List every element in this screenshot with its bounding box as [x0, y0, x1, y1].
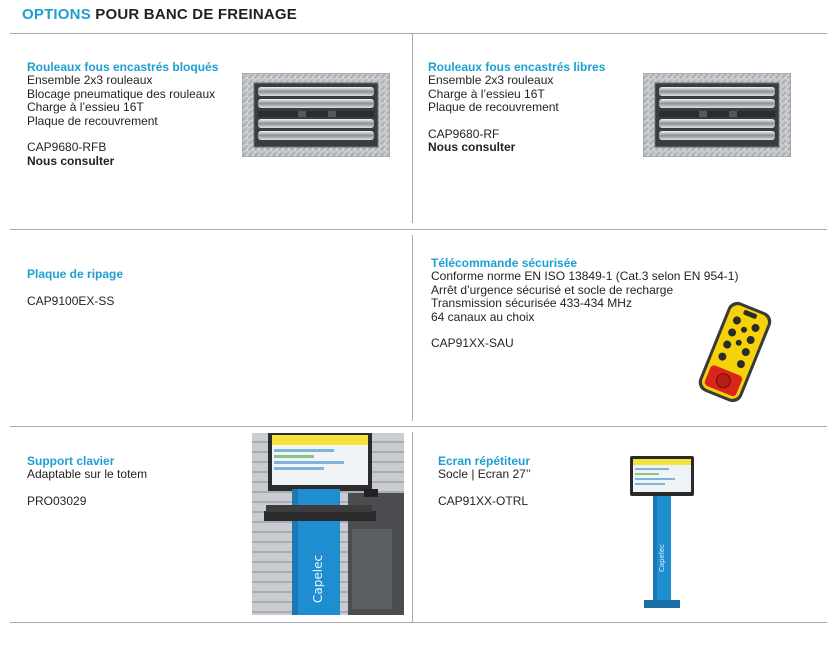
- option-card-rfb: [27, 61, 218, 168]
- screen-totem-logo: Capelec: [658, 543, 666, 572]
- divider-col-2: [412, 235, 413, 421]
- option-card-repeater: [438, 455, 531, 509]
- option-title: Télécommande sécurisée: [431, 256, 578, 270]
- option-title: Plaque de ripage: [27, 267, 124, 281]
- option-line: Transmission sécurisée 433-434 MHz: [431, 296, 632, 311]
- option-title: Support clavier: [27, 454, 115, 468]
- option-line: Charge à l’essieu 16T: [428, 86, 545, 101]
- option-card-rf: [428, 61, 605, 155]
- divider-bottom: [10, 622, 827, 623]
- option-card-ripage: [27, 268, 123, 308]
- option-line: Plaque de recouvrement: [428, 100, 559, 115]
- option-line: Adaptable sur le totem: [27, 467, 148, 482]
- option-ref: PRO03029: [27, 494, 87, 509]
- option-line: Ensemble 2x3 rouleaux: [27, 73, 153, 88]
- option-line: Plaque de recouvrement: [27, 113, 158, 128]
- option-ref: CAP9100EX-SS: [27, 293, 115, 308]
- option-ref: CAP9680-RF: [428, 127, 500, 142]
- keyboard-support-image: [252, 433, 404, 615]
- option-title: Rouleaux fous encastrés libres: [428, 60, 606, 74]
- remote-control-image: [690, 300, 780, 405]
- option-note: Nous consulter: [428, 140, 516, 155]
- option-line: Socle | Ecran 27’’: [438, 467, 531, 482]
- option-line: 64 canaux au choix: [431, 309, 535, 324]
- option-line: Charge à l’essieu 16T: [27, 100, 144, 115]
- option-line: Ensemble 2x3 rouleaux: [428, 73, 554, 88]
- divider-row-1: [10, 229, 827, 230]
- repeater-screen-image: [620, 452, 704, 612]
- page-title: [22, 6, 297, 23]
- title-accent: OPTIONS: [22, 6, 91, 23]
- option-line: Conforme norme EN ISO 13849-1 (Cat.3 selon EN 954-1): [431, 269, 739, 284]
- option-title: Ecran répétiteur: [438, 454, 531, 468]
- option-ref: CAP9680-RFB: [27, 140, 107, 155]
- option-note: Nous consulter: [27, 153, 115, 168]
- divider-top: [10, 33, 827, 34]
- roller-plate-image: [643, 73, 791, 157]
- totem-logo: Capelec: [311, 554, 325, 603]
- option-ref: CAP91XX-SAU: [431, 336, 514, 351]
- option-card-keyboard: [27, 455, 147, 509]
- option-title: Rouleaux fous encastrés bloqués: [27, 60, 219, 74]
- option-line: Arrêt d’urgence sécurisé et socle de recharge: [431, 282, 674, 297]
- divider-col-3: [412, 432, 413, 622]
- roller-plate-image: [242, 73, 390, 157]
- option-ref: CAP91XX-OTRL: [438, 494, 529, 509]
- divider-col-1: [412, 33, 413, 223]
- option-line: Blocage pneumatique des rouleaux: [27, 86, 216, 101]
- title-rest: POUR BANC DE FREINAGE: [95, 6, 298, 23]
- divider-row-2: [10, 426, 827, 427]
